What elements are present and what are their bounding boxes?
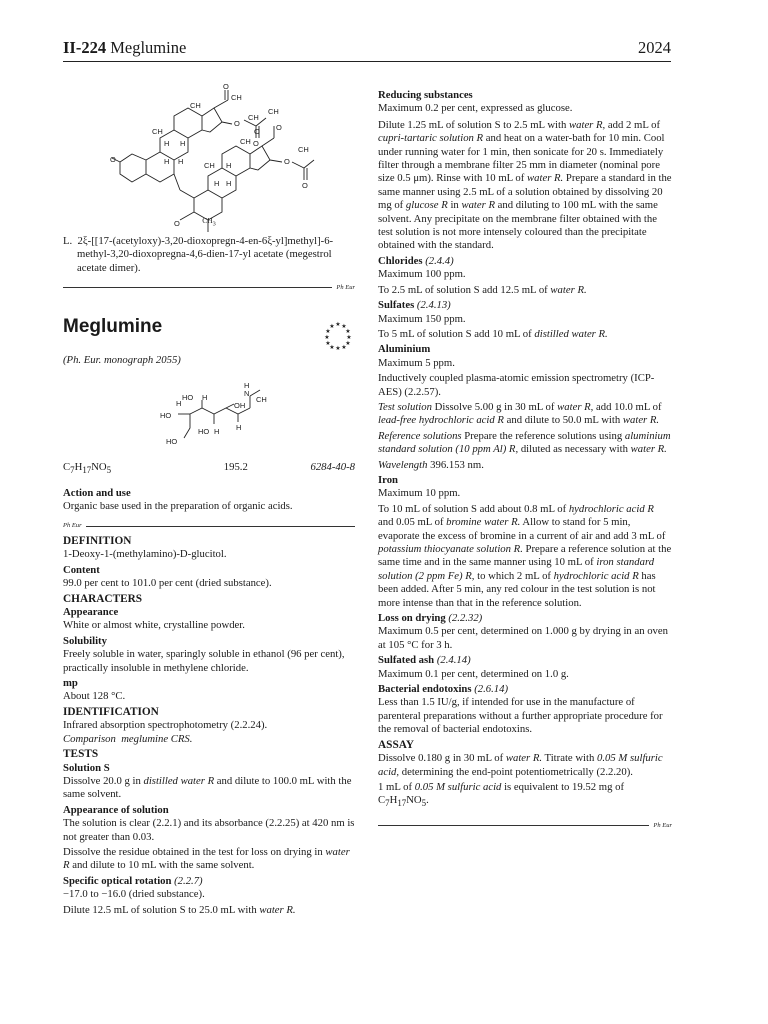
- characters-heading: CHARACTERS: [63, 592, 143, 605]
- reducing-substances-heading: Reducing substances: [378, 89, 473, 101]
- svg-text:★: ★: [341, 324, 347, 330]
- appearance-text: White or almost white, crystalline powder.: [63, 619, 245, 632]
- atom-label: H: [226, 161, 232, 170]
- atom-label: H: [236, 423, 242, 432]
- impurity-caption-block: [63, 216, 355, 231]
- svg-text:★: ★: [345, 341, 351, 347]
- atom-label: H: [178, 157, 184, 166]
- monograph-meta: [63, 461, 355, 533]
- atom-label: H: [176, 399, 182, 408]
- loss-on-drying-heading: Loss on drying (2.2.32): [378, 612, 483, 625]
- appearance-of-solution-heading: Appearance of solution: [63, 803, 169, 816]
- assay-heading: ASSAY: [378, 738, 415, 751]
- atom-label: H: [214, 427, 220, 436]
- solubility-heading: Solubility: [63, 634, 107, 647]
- header-code: II-224: [63, 38, 107, 57]
- appearance-of-solution-text: The solution is clear (2.2.1) and its absorbance (2.2.25) at 420 nm is not greater than 0.03.: [63, 817, 355, 843]
- svg-text:★: ★: [324, 335, 330, 341]
- cas-number: 6284-40-8: [310, 461, 355, 473]
- atom-label: O: [223, 82, 229, 91]
- atom-label: H: [164, 139, 170, 148]
- left-text-column: [63, 535, 355, 917]
- running-header-left: [63, 38, 186, 58]
- mp-text: About 128 °C.: [63, 690, 126, 703]
- atom-label: CH: [231, 93, 242, 102]
- solubility-text: Freely soluble in water, sparingly soluble in ethanol (96 per cent), practically insoluble in methylene chloride.: [63, 648, 345, 674]
- ident-text: Infrared absorption spectrophotometry (2.2.24).: [63, 719, 268, 732]
- sulfated-ash-text: Maximum 0.1 per cent, determined on 1.0 g.: [378, 667, 569, 680]
- right-text-column: [378, 89, 672, 832]
- impurity-text: 2ξ-[[17-(acetyloxy)-3,20-dioxopregn-4-en-6ξ-yl]methyl]-6-methyl-3,20-dioxopregna-4,6-dien-17-yl acetate (megestrol acetate dimer).: [77, 235, 334, 274]
- svg-text:★: ★: [325, 329, 331, 335]
- aluminium-limit: Maximum 5 ppm.: [378, 356, 455, 369]
- atom-label: OH: [234, 401, 246, 410]
- solution-s-heading: Solution S: [63, 761, 110, 774]
- sulfated-ash-heading: Sulfated ash (2.4.14): [378, 654, 471, 667]
- svg-text:★: ★: [329, 345, 335, 350]
- iron-text: To 10 mL of solution S add about 0.8 mL of hydrochloric acid R and 0.05 mL of bromine water R. Allow to stand for 5 min, evaporate the excess of bromine in a current of air and add 3 mL of potassium thiocyanate solution R. Prepare a reference solution at the same time and in the same manner using 10 mL of iron standard solution (2 ppm Fe) R, to which 2 mL of hydrochloric acid R has been added. After 5 min, any red colour in the test solution is not more intense than that in the reference solution.: [378, 502, 672, 609]
- atom-label: CH: [298, 145, 309, 154]
- aluminium-method: Inductively coupled plasma-atomic emission spectrometry (ICP-AES) (2.2.57).: [378, 372, 655, 398]
- atom-label: O: [174, 219, 180, 228]
- impurity-caption: [63, 235, 355, 295]
- action-text: Organic base used in the preparation of organic acids.: [63, 499, 293, 512]
- reducing-substances-limit: Maximum 0.2 per cent, expressed as glucose.: [378, 102, 573, 115]
- endotoxins-heading: Bacterial endotoxins (2.6.14): [378, 683, 509, 696]
- mp-heading: mp: [63, 677, 78, 690]
- eu-stars-logo: [323, 320, 353, 350]
- atom-label: CH: [240, 137, 251, 146]
- action-heading: Action and use: [63, 486, 131, 499]
- sulfates-limit: Maximum 150 ppm.: [378, 312, 466, 325]
- identification-heading: IDENTIFICATION: [63, 705, 159, 718]
- atom-label: O: [284, 157, 290, 166]
- svg-text:★: ★: [335, 322, 341, 328]
- molecular-formula: $C_7H_{17}NO_5$: [63, 461, 112, 476]
- ph-eur-start-rule: Ph Eur: [63, 519, 355, 532]
- atom-label: O: [276, 123, 282, 132]
- atom-label: CH: [204, 161, 215, 170]
- atom-label: CH: [268, 107, 279, 116]
- atom-label: N: [244, 389, 250, 398]
- impurity-ch3-footnote: $CH_3$: [202, 216, 216, 228]
- atom-label: H: [214, 179, 220, 188]
- atom-label: CH: [256, 395, 267, 404]
- svg-text:★: ★: [329, 324, 335, 330]
- atom-label: HO: [166, 437, 178, 446]
- content-text: 99.0 per cent to 101.0 per cent (dried substance).: [63, 577, 272, 590]
- optical-rotation-range: −17.0 to −16.0 (dried substance).: [63, 888, 205, 901]
- svg-text:★: ★: [341, 345, 347, 350]
- ph-eur-end-rule: Ph Eur: [378, 819, 672, 832]
- chlorides-limit: Maximum 100 ppm.: [378, 268, 466, 281]
- reducing-substances-text: Dilute 1.25 mL of solution S to 2.5 mL with water R, add 2 mL of cupri-tartaric solution R and heat on a water-bath for 10 min. Cool under running water for 1 min, then sonicate for 20 s. Immediately filter through a membrane filter 25 mm in diameter (nominal pore size 0.5 μm). Rinse with 10 mL of water R. Prepare a standard in the same manner using 2.5 mL of a solution obtained by dissolving 20 mg of glucose R in water R and diluting to 100 mL with the same solvent. Any precipitate on the membrane filter obtained with the test solution is not more intensely coloured than the precipitate obtained with the standard.: [378, 118, 672, 252]
- monograph-ref: (Ph. Eur. monograph 2055): [63, 354, 181, 366]
- atom-label: O: [254, 127, 260, 136]
- definition-heading: DEFINITION: [63, 535, 132, 547]
- atom-label: H: [180, 139, 186, 148]
- atom-label: H: [226, 179, 232, 188]
- tests-heading: TESTS: [63, 748, 99, 761]
- appearance-heading: Appearance: [63, 606, 119, 619]
- atom-label: HO: [160, 411, 172, 420]
- atom-label: HO: [182, 393, 194, 402]
- header-title: Meglumine: [110, 38, 187, 57]
- atom-label: O: [302, 181, 308, 190]
- aluminium-test-solution: Test solution Dissolve 5.00 g in 30 mL of water R, add 10.0 mL of lead-free hydrochloric acid R and dilute to 50.0 mL with water R.: [378, 400, 662, 427]
- assay-equivalence: 1 mL of 0.05 M sulfuric acid is equivalent to 19.52 mg of $C_7H_{17}NO_5$.: [378, 780, 624, 809]
- chlorides-text: To 2.5 mL of solution S add 12.5 mL of water R.: [378, 283, 587, 296]
- svg-text:★: ★: [346, 335, 352, 341]
- page-number: 2024: [638, 38, 671, 57]
- atom-label: O: [234, 119, 240, 128]
- atom-label: CH: [248, 113, 259, 122]
- svg-text:★: ★: [335, 346, 341, 350]
- definition-text: 1-Deoxy-1-(methylamino)-D-glucitol.: [63, 548, 227, 561]
- comparison-line: Comparison meglumine CRS.: [63, 732, 193, 745]
- chlorides-heading: Chlorides (2.4.4): [378, 254, 454, 267]
- atom-label: H: [202, 393, 208, 402]
- svg-text:★: ★: [325, 341, 331, 347]
- optical-rotation-heading: Specific optical rotation (2.2.7): [63, 874, 203, 887]
- monograph-head: [63, 316, 355, 367]
- sulfates-text: To 5 mL of solution S add 10 mL of distilled water R.: [378, 327, 608, 340]
- content-heading: Content: [63, 563, 100, 576]
- molecular-weight: 195.2: [223, 461, 248, 473]
- meglumine-structure: [160, 378, 270, 446]
- atom-label: H: [244, 381, 250, 390]
- aluminium-reference-solutions: Reference solutions Prepare the reference solutions using aluminium standard solution (10 ppm Al) R, diluted as necessary with water R.: [378, 429, 671, 456]
- header-rule: [63, 61, 671, 62]
- loss-on-drying-text: Maximum 0.5 per cent, determined on 1.000 g by drying in an oven at 105 °C for 3 h.: [378, 625, 668, 651]
- ph-eur-end-rule: Ph Eur: [63, 281, 355, 294]
- impurity-label: L.: [63, 235, 73, 247]
- aluminium-wavelength: Wavelength 396.153 nm.: [378, 458, 484, 471]
- assay-text: Dissolve 0.180 g in 30 mL of water R. Titrate with 0.05 M sulfuric acid, determining the end-point potentiometrically (2.2.20).: [378, 752, 663, 778]
- iron-heading: Iron: [378, 473, 398, 486]
- endotoxins-text: Less than 1.5 IU/g, if intended for use in the manufacture of parenteral preparations without a further appropriate procedure for the removal of bacterial endotoxins.: [378, 696, 663, 736]
- atom-label: CH: [190, 101, 201, 110]
- atom-label: H: [164, 157, 170, 166]
- atom-label: CH: [152, 127, 163, 136]
- atom-label: O: [253, 139, 259, 148]
- sulfates-heading: Sulfates (2.4.13): [378, 299, 451, 312]
- iron-limit: Maximum 10 ppm.: [378, 487, 461, 500]
- megestrol-dimer-structure: [110, 82, 330, 232]
- optical-rotation-text: Dilute 12.5 mL of solution S to 25.0 mL with water R.: [63, 903, 296, 916]
- aluminium-heading: Aluminium: [378, 343, 431, 356]
- svg-text:★: ★: [345, 329, 351, 335]
- monograph-title: Meglumine: [63, 316, 163, 337]
- atom-label: HO: [198, 427, 210, 436]
- solution-s-text: Dissolve 20.0 g in distilled water R and dilute to 100.0 mL with the same solvent.: [63, 774, 352, 801]
- appearance-of-solution-text-2: Dissolve the residue obtained in the test for loss on drying in water R and dilute to 10 mL with the same solvent.: [63, 845, 350, 872]
- atom-label: O: [110, 155, 116, 164]
